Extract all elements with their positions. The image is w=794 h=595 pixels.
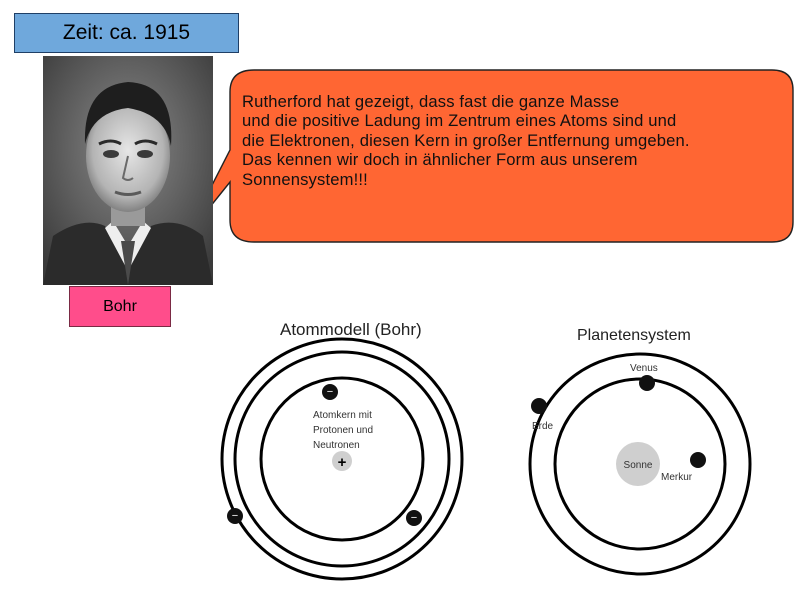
nucleus-label-line-3: Neutronen bbox=[313, 440, 360, 451]
electron-minus-sign: − bbox=[231, 510, 239, 522]
bubble-line: Rutherford hat gezeigt, dass fast die ganze Masse bbox=[242, 92, 620, 111]
bubble-line: und die positive Ladung im Zentrum eines Atoms sind und bbox=[242, 111, 677, 131]
bubble-line: Sonnensystem!!! bbox=[242, 169, 368, 189]
nucleus-label-line-1: Atomkern mit bbox=[313, 410, 372, 421]
nucleus-label-line-2: Protonen und bbox=[313, 425, 374, 436]
bubble-line: Das kennen wir doch in ähnlicher Form aus unserem bbox=[242, 150, 638, 170]
speech-bubble-text bbox=[242, 92, 787, 189]
atom-model-title: Atommodell (Bohr) bbox=[280, 320, 422, 339]
atom-model bbox=[222, 320, 462, 579]
venus-label: Venus bbox=[630, 363, 658, 374]
planet-mercury bbox=[690, 452, 706, 468]
name-label: Bohr bbox=[103, 297, 137, 315]
nucleus-plus-sign: + bbox=[337, 454, 347, 471]
planet-system bbox=[530, 327, 750, 574]
planet-earth bbox=[531, 398, 547, 414]
earth-label: Erde bbox=[532, 421, 554, 432]
atom-planet-diagram bbox=[210, 305, 794, 595]
time-title: Zeit: ca. 1915 bbox=[62, 21, 191, 44]
planet-venus bbox=[639, 375, 655, 391]
electron-minus-sign: − bbox=[326, 386, 334, 398]
sun-label: Sonne bbox=[623, 460, 653, 471]
mercury-label: Merkur bbox=[661, 472, 693, 483]
name-label-box bbox=[69, 286, 171, 327]
bubble-line: die Elektronen, diesen Kern in großer Entfernung umgeben. bbox=[242, 130, 690, 150]
planet-system-title: Planetensystem bbox=[577, 327, 691, 344]
bohr-portrait bbox=[43, 56, 213, 285]
electron-minus-sign: − bbox=[410, 512, 418, 524]
